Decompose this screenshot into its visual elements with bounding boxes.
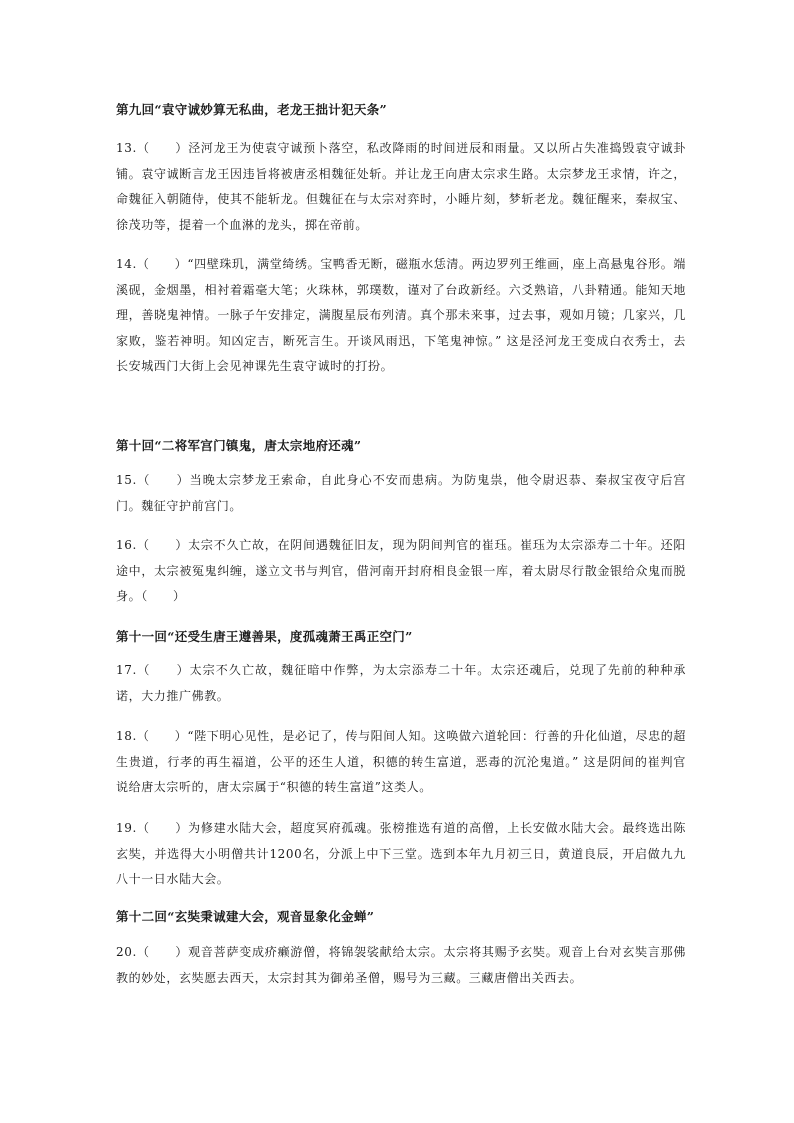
question-20: 20.（ ）观音菩萨变成疥癞游僧，将锦袈裟献给太宗。太宗将其赐予玄奘。观音上台对玄奘言那佛教的妙处，玄奘愿去西天，太宗封其为御弟圣僧，赐号为三藏。三藏唐僧出关西去。 xyxy=(116,945,686,985)
question-19: 19.（ ）为修建水陆大会，超度冥府孤魂。张榜推选有道的高僧，上长安做水陆大会。最终选出陈玄奘，并选得大小明僧共计1200名，分派上中下三堂。选到本年九月初三日，黄道良辰，开启做九九八十一日水陆大会。 xyxy=(116,821,686,886)
chapter-10-heading: 第十回“二将军宫门镇鬼，唐太宗地府还魂” xyxy=(116,438,362,453)
question-13: 13.（ ）泾河龙王为使袁守诚预卜落空，私改降雨的时间迸辰和雨量。又以所占失准捣毁袁守诚卦铺。袁守诚断言龙王因违旨将被唐丞相魏征处斩。并让龙王向唐太宗求生路。太宗梦龙王求情，许之，命魏征入朝随侍，使其不能斩龙。但魏征在与太宗对弈时，小睡片刻，梦斩老龙。魏征醒来，秦叔宝、徐茂功等，提着一个血淋的龙头，掷在帝前。 xyxy=(116,141,686,232)
question-16: 16.（ ）太宗不久亡故，在阴间遇魏征旧友，现为阴间判官的崔珏。崔珏为太宗添寿二十年。还阳途中，太宗被冤鬼纠缠，遂立文书与判官，借河南开封府相良金银一库，着太尉尽行散金银给众鬼而脱身。（ ） xyxy=(116,538,686,603)
chapter-9-heading: 第九回“袁守诚妙算无私曲，老龙王拙计犯天条” xyxy=(116,102,387,117)
question-17: 17.（ ）太宗不久亡故，魏征暗中作弊，为太宗添寿二十年。太宗还魂后，兑现了先前的种种承诺，大力推广佛教。 xyxy=(116,663,686,703)
question-18: 18.（ ）“陛下明心见性，是必记了，传与阳间人知。这唤做六道轮回：行善的升化仙道，尽忠的超生贵道，行孝的再生福道，公平的还生人道，积德的转生富道，恶毒的沉沦鬼道。” 这是阴间的崔判官说给唐太宗听的，唐太宗属于“积德的转生富道”这类人。 xyxy=(116,729,686,794)
question-14: 14.（ ）“四壁珠玑，满堂绮绣。宝鸭香无断，磁瓶水恁清。两边罗列王维画，座上高悬鬼谷形。端溪砚，金烟墨，相衬着霜毫大笔；火珠林，郭璞数，谨对了台政新经。六爻熟谙，八卦精通。能知天地理，善晓鬼神情。一脉子午安排定，满腹星辰布列清。真个那未来事，过去事，观如月镜；几家兴，几家败，鉴若神明。知凶定吉，断死言生。开谈风雨迅，下笔鬼神惊。” 这是泾河龙王变成白衣秀士，去长安城西门大街上会见神课先生袁守诚时的打扮。 xyxy=(116,257,686,373)
question-15: 15.（ ）当晚太宗梦龙王索命，自此身心不安而患病。为防鬼祟，他令尉迟恭、秦叔宝夜守后宫门。魏征守护前宫门。 xyxy=(116,473,686,513)
chapter-11-heading: 第十一回“还受生唐王遵善果，度孤魂萧王禹正空门” xyxy=(116,629,413,644)
chapter-12-heading: 第十二回“玄奘秉诚建大会，观音显象化金蝉” xyxy=(116,909,375,924)
